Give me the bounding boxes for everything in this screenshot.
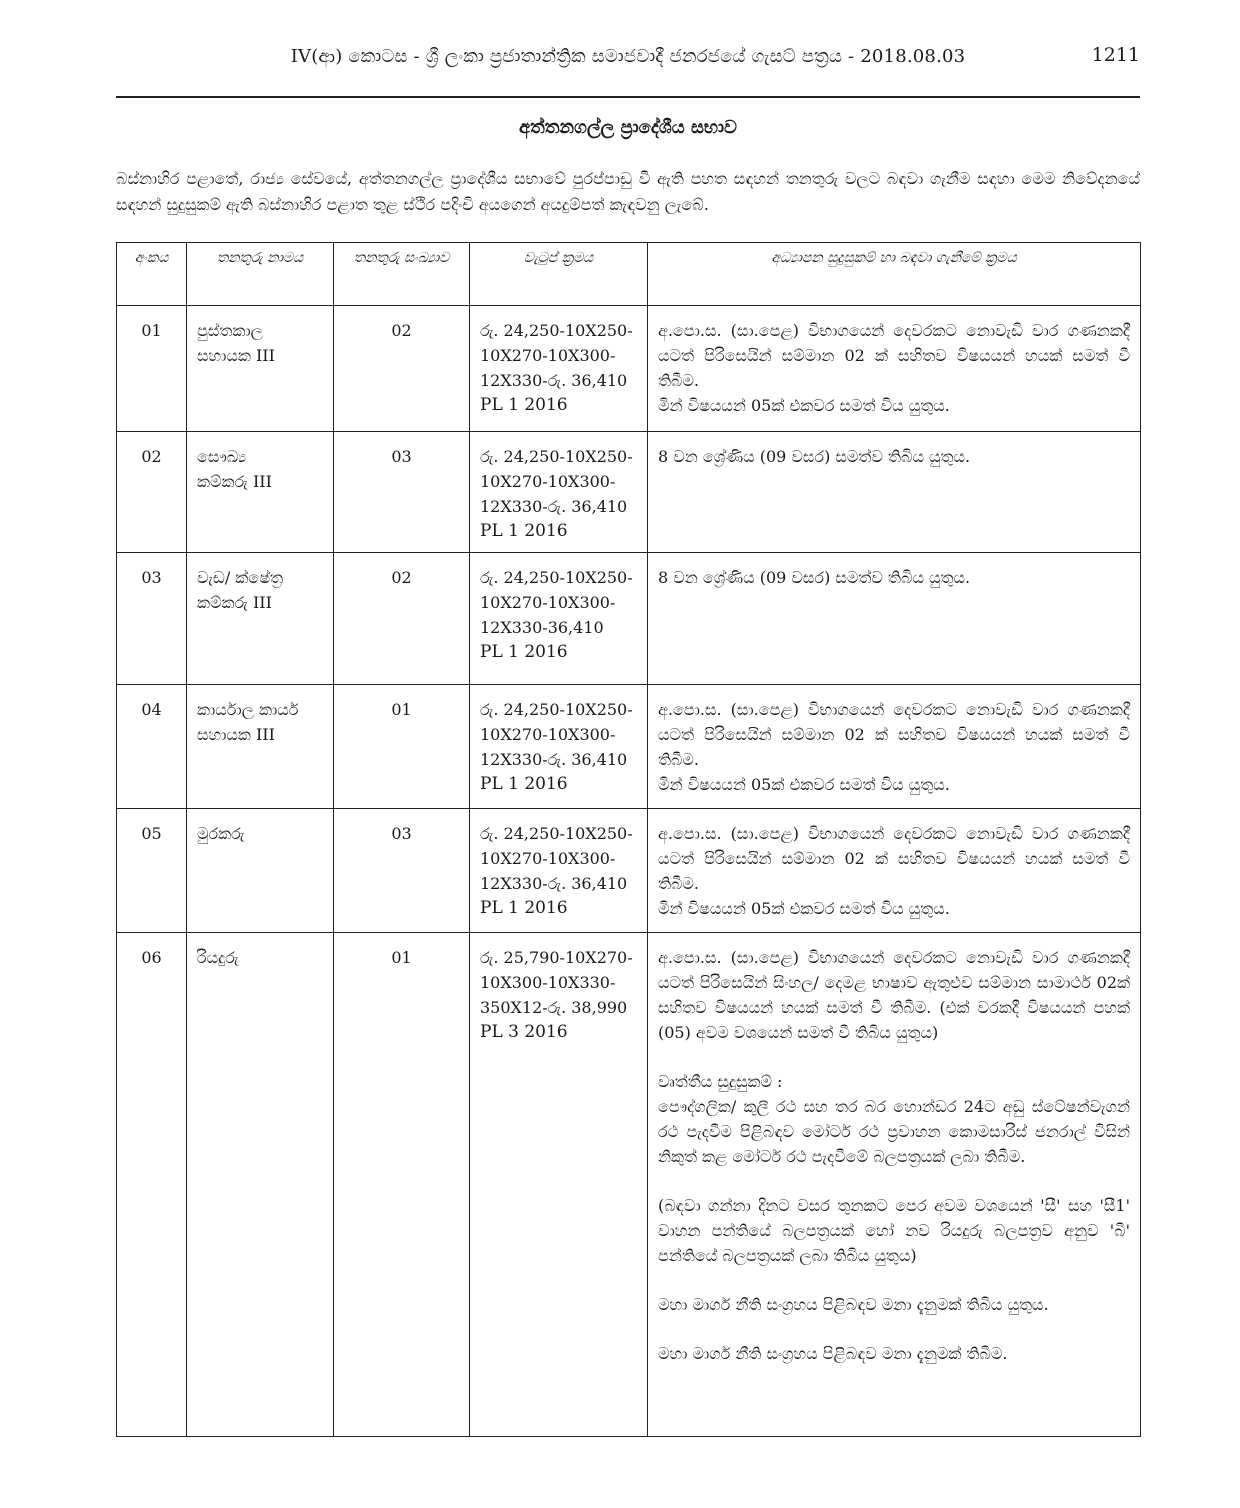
- salary-scale-line: 10X300-10X330-: [480, 973, 616, 992]
- qualification-line: පෞද්ගලික/ කුලී රථ සහ තර බර හොන්ඩර 24ට අඩු ස්ටේෂන්වැගන් රථ පැදවීම පිළිබඳව මෝටර් රථ ප්‍රවාහන කොමසාරිස් ජනරාල් විසින් නිකුත් කළ මෝටර් රථ පැදවීමේ බලපත්‍රයක් ලබා තිබීම.: [658, 1097, 1130, 1166]
- header-count: තනතුරු සංඛ්‍යාව: [334, 243, 470, 306]
- salary-scale-line: රු. 24,250-10X250-: [480, 700, 633, 719]
- post-name-line: මුරකරු: [197, 824, 245, 843]
- section-title: අත්තනගල්ල ප්‍රාදේශීය සභාව: [519, 117, 737, 138]
- cell-salary: [470, 553, 648, 685]
- qualification-line: (බඳවා ගන්නා දිනට වසර තුනකට පෙර අවම වශයෙන් 'සී' සහ 'සී1' වාහන පන්තියේ බලපත්‍රයක් හෝ නව රියදුරු බලපත්‍රව අනුව 'බී' පන්තියේ බලපත්‍රයක් ලබා තිබිය යුතුය): [658, 1196, 1130, 1265]
- table-row: [117, 306, 1141, 432]
- post-name-line: කම්කරු III: [197, 472, 272, 491]
- qualification-line: මින් විෂයයන් 05ක් එකවර සමත් විය යුතුය.: [658, 899, 950, 918]
- salary-scale-line: 10X270-10X300-: [480, 725, 616, 744]
- paragraph-gap: [658, 1045, 1130, 1069]
- salary-scale-line: රු. 24,250-10X250-: [480, 321, 633, 340]
- cell-qualifications: [648, 685, 1141, 809]
- cell-count: [334, 553, 470, 685]
- salary-scale-line: රු. 24,250-10X250-: [480, 447, 633, 466]
- table-row: [117, 553, 1141, 685]
- qualification-line: මහා මාර්ග නීති සංග්‍රහය පිළිබඳව මනා දැනුමක් තිබිය යුතුය.: [658, 1295, 1049, 1314]
- qualification-line: අ.පො.ස. (සා.පෙළ) විභාගයෙන් දෙවරකට නොවැඩි වාර ගණනකදී යටත් පිරිසෙයින් සම්මාන 02 ක් සහිතව විෂයයන් හයක් සමත් වී තිබීම.: [658, 700, 1130, 769]
- salary-scale-line: 10X270-10X300-: [480, 472, 616, 491]
- salary-scale-line: 12X330-රු. 36,410: [480, 497, 628, 516]
- table-body: [117, 306, 1141, 1437]
- qualification-line: මින් විෂයයන් 05ක් එකවර සමත් විය යුතුය.: [658, 775, 950, 794]
- salary-code: PL 1 2016: [480, 774, 568, 794]
- cell-no: [117, 685, 187, 809]
- cell-no: [117, 933, 187, 1437]
- table-row: [117, 933, 1141, 1437]
- salary-code: PL 1 2016: [480, 642, 568, 662]
- table-row: [117, 685, 1141, 809]
- cell-qualifications: [648, 432, 1141, 553]
- qualification-line: 8 වන ශ්‍රේණිය (09 වසර) සමත්ව තිබිය යුතුය.: [658, 568, 971, 587]
- header-rule: [116, 96, 1140, 98]
- cell-qualifications: [648, 553, 1141, 685]
- cell-no: [117, 809, 187, 933]
- post-count: 01: [391, 948, 412, 967]
- salary-scale-line: 12X330-රු. 36,410: [480, 874, 628, 893]
- cell-salary: [470, 933, 648, 1437]
- header-no: අංකය: [117, 243, 187, 306]
- cell-post: [187, 306, 334, 432]
- post-name-line: වැඩ/ ක්ෂේත්‍ර: [197, 568, 284, 587]
- salary-scale-line: 10X270-10X300-: [480, 849, 616, 868]
- table-row: [117, 809, 1141, 933]
- post-count: 01: [391, 700, 412, 719]
- cell-no: [117, 306, 187, 432]
- page-number: 1211: [1091, 44, 1140, 66]
- cell-post: [187, 933, 334, 1437]
- qualification-line: මින් විෂයයන් 05ක් එකවර සමත් විය යුතුය.: [658, 396, 950, 415]
- post-name-line: සෞඛ්‍ය: [197, 447, 247, 466]
- salary-scale-line: රු. 25,790-10X270-: [480, 948, 633, 967]
- header-post: තනතුරු නාමය: [187, 243, 334, 306]
- post-count: 02: [391, 321, 412, 340]
- cell-no: [117, 553, 187, 685]
- cell-count: [334, 933, 470, 1437]
- row-number: 04: [141, 700, 162, 719]
- paragraph-gap: [658, 1268, 1130, 1292]
- cell-post: [187, 685, 334, 809]
- salary-scale-line: 12X330-රු. 36,410: [480, 750, 628, 769]
- row-number: 03: [141, 568, 162, 587]
- salary-scale-line: 12X330-රු. 36,410: [480, 371, 628, 390]
- cell-no: [117, 432, 187, 553]
- gazette-header-title: IV(ආ) කොටස - ශ්‍රී ලංකා ප්‍රජාතාන්ත්‍රික සමාජවාදී ජනරජයේ ගැසට් පත්‍රය - 2018.08.03: [290, 46, 966, 67]
- table-row: [117, 432, 1141, 553]
- salary-scale-line: 12X330-36,410: [480, 618, 604, 637]
- qualification-line: අ.පො.ස. (සා.පෙළ) විභාගයෙන් දෙවරකට නොවැඩි වාර ගණනකදී යටත් පිරිසෙයින් සිංහල/ දෙමළ භාෂාව ඇතුළුව සම්මාන සාමාර්ථ 02ක් සහිතව විෂයයන් හයක් සමත් වී තිබීම. (එක් වරකදී විෂයයන් පහක් (05) අවම වශයෙන් සමත් වී තිබිය යුතුය): [658, 948, 1130, 1042]
- salary-code: PL 3 2016: [480, 1022, 568, 1042]
- salary-scale-line: රු. 24,250-10X250-: [480, 568, 633, 587]
- row-number: 06: [141, 948, 162, 967]
- post-name-line: පුස්තකාල: [197, 321, 263, 340]
- vacancies-table: [116, 242, 1141, 1437]
- salary-scale-line: 10X270-10X300-: [480, 346, 616, 365]
- cell-salary: [470, 809, 648, 933]
- intro-paragraph: බස්නාහිර පළාතේ, රාජ්‍ය සේවයේ, අත්තනගල්ල ප්‍රාදේශීය සභාවේ පුරප්පාඩු වී ඇති පහත සඳහන් තනතුරු වලට බඳවා ගැනීම සඳහා මෙම නිවේදනයේ සඳහන් සුදුසුකම් ඇති බස්නාහිර පළාත තුළ ස්ථිර පදිංචි අයගෙන් අයදුම්පත් කැඳවනු ලැබේ.: [116, 169, 1140, 214]
- cell-count: [334, 306, 470, 432]
- post-name-line: රියදුරු: [197, 948, 239, 967]
- cell-count: [334, 809, 470, 933]
- post-count: 02: [391, 568, 412, 587]
- qualification-line: මහා මාර්ග නීති සංග්‍රහය පිළිබඳව මනා දැනුමක් තිබීම.: [658, 1344, 1008, 1363]
- post-name-line: කම්කරු III: [197, 593, 272, 612]
- salary-scale-line: 10X270-10X300-: [480, 593, 616, 612]
- cell-post: [187, 553, 334, 685]
- salary-code: PL 1 2016: [480, 395, 568, 415]
- post-name-line: සහායක III: [197, 346, 275, 365]
- row-number: 02: [141, 447, 162, 466]
- salary-code: PL 1 2016: [480, 521, 568, 541]
- salary-scale-line: 350X12-රු. 38,990: [480, 998, 628, 1017]
- cell-post: [187, 432, 334, 553]
- cell-count: [334, 432, 470, 553]
- cell-post: [187, 809, 334, 933]
- qualification-line: වෘත්තීය සුදුසුකම් :: [658, 1072, 783, 1091]
- post-count: 03: [391, 447, 412, 466]
- salary-code: PL 1 2016: [480, 898, 568, 918]
- cell-salary: [470, 306, 648, 432]
- qualification-line: අ.පො.ස. (සා.පෙළ) විභාගයෙන් දෙවරකට නොවැඩි වාර ගණනකදී යටත් පිරිසෙයින් සම්මාන 02 ක් සහිතව විෂයයන් හයක් සමත් වී තිබීම.: [658, 824, 1130, 893]
- salary-scale-line: රු. 24,250-10X250-: [480, 824, 633, 843]
- cell-qualifications: [648, 306, 1141, 432]
- header-qualifications: අධ්‍යාපන සුදුසුකම් හා බඳවා ගැනීමේ ක්‍රමය: [648, 243, 1141, 306]
- qualification-line: අ.පො.ස. (සා.පෙළ) විභාගයෙන් දෙවරකට නොවැඩි වාර ගණනකදී යටත් පිරිසෙයින් සම්මාන 02 ක් සහිතව විෂයයන් හයක් සමත් වී තිබීම.: [658, 321, 1130, 390]
- post-name-line: සහායක III: [197, 725, 275, 744]
- page-header: [116, 40, 1140, 76]
- qualification-line: 8 වන ශ්‍රේණිය (09 වසර) සමත්ව තිබිය යුතුය.: [658, 447, 971, 466]
- cell-salary: [470, 432, 648, 553]
- cell-count: [334, 685, 470, 809]
- header-salary: වැටුප් ක්‍රමය: [470, 243, 648, 306]
- paragraph-gap: [658, 1317, 1130, 1341]
- post-name-line: කාර්යාල කාර්ය: [197, 700, 299, 719]
- cell-salary: [470, 685, 648, 809]
- cell-qualifications: [648, 809, 1141, 933]
- row-number: 01: [141, 321, 162, 340]
- post-count: 03: [391, 824, 412, 843]
- table-header-row: [117, 243, 1141, 306]
- cell-qualifications: [648, 933, 1141, 1437]
- paragraph-gap: [658, 1169, 1130, 1193]
- row-number: 05: [141, 824, 162, 843]
